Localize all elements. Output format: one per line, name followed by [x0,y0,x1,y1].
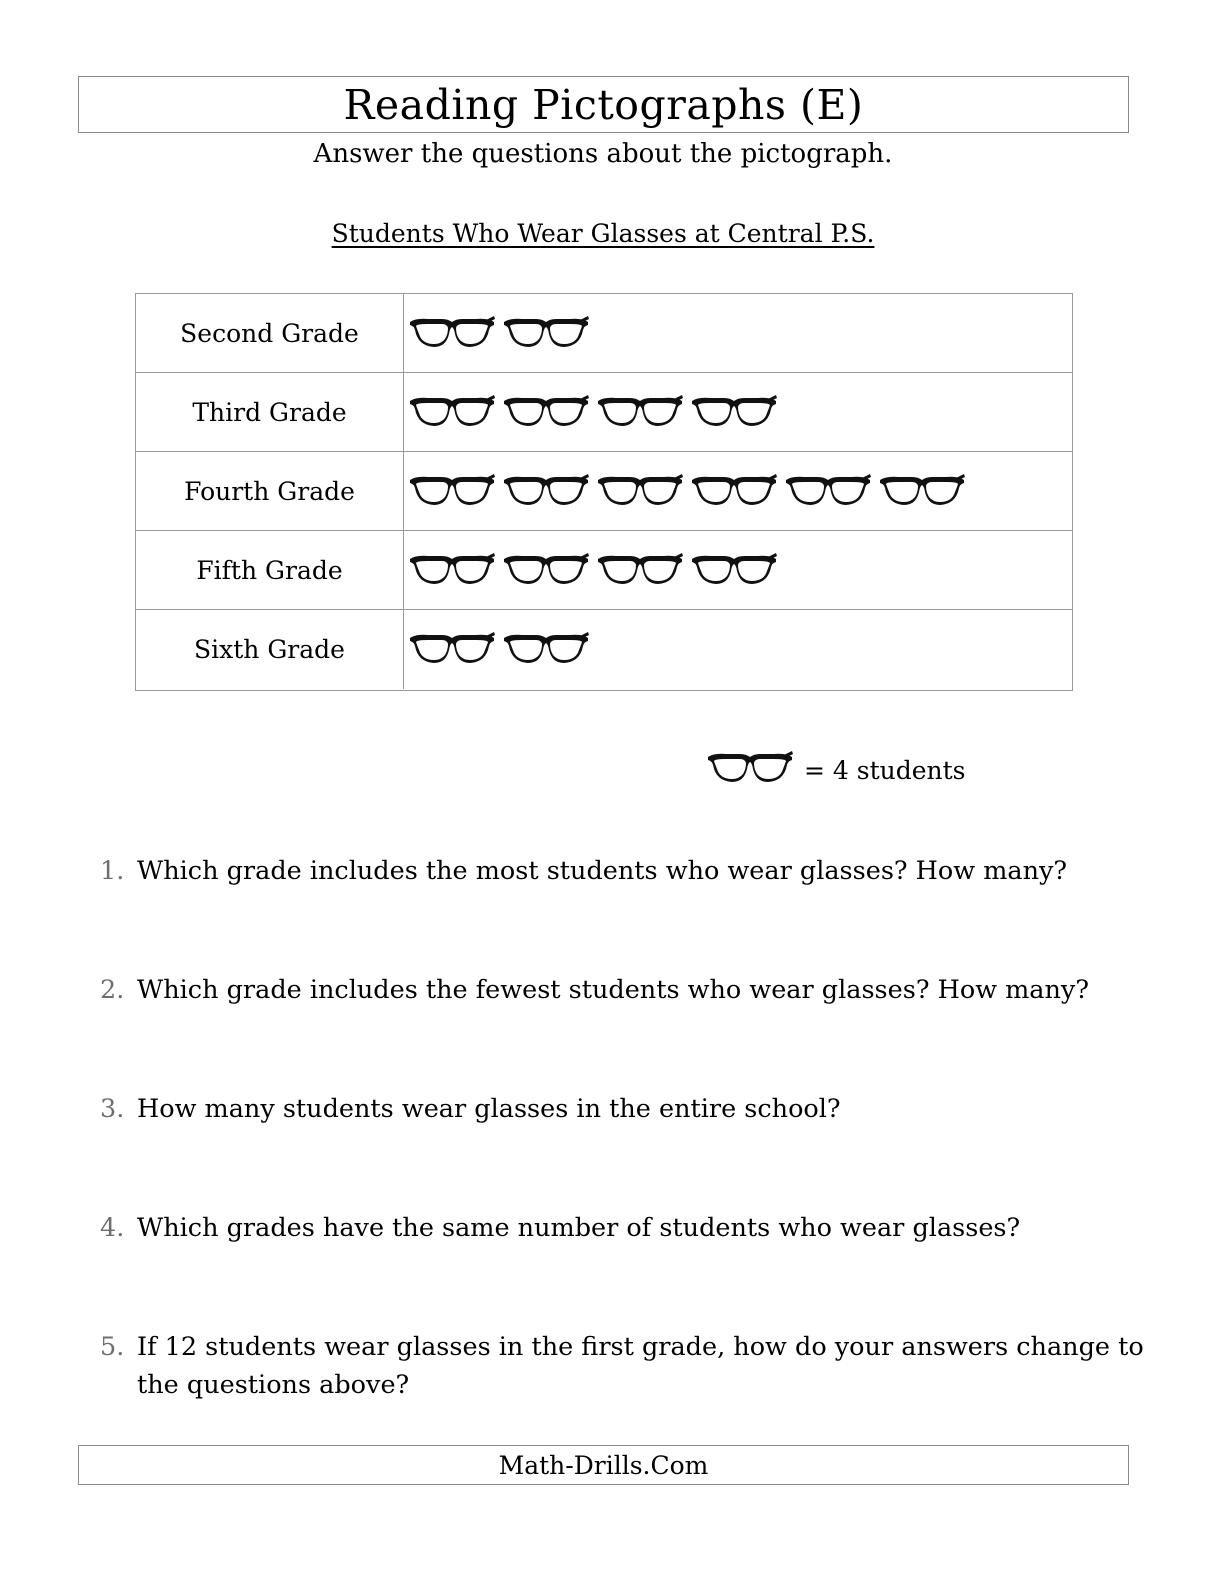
question-text: Which grade includes the most students who wear glasses? How many? [137,856,1068,886]
glasses-icon [408,395,496,429]
glasses-icon [408,553,496,587]
glasses-icon [502,316,590,350]
question-text: Which grade includes the fewest students who wear glasses? How many? [137,975,1090,1005]
question-number: 2. [100,975,125,1005]
question-text: How many students wear glasses in the entire school? [137,1094,841,1124]
page-title: Reading Pictographs (E) [343,81,864,129]
glasses-icon [502,395,590,429]
instructions: Answer the questions about the pictograph. [313,139,893,169]
glasses-icon [502,553,590,587]
glasses-icon [784,474,872,508]
row-label: Second Grade [136,294,404,372]
pictograph-table [135,293,1073,691]
glasses-icon [878,474,966,508]
pictograph-row [136,610,1072,689]
row-label: Fifth Grade [136,531,404,609]
pictograph-row [136,452,1072,531]
glasses-icon [408,474,496,508]
pictograph-row [136,294,1072,373]
row-label: Fourth Grade [136,452,404,530]
pictograph-key [706,748,1006,792]
glasses-icon [596,474,684,508]
question-number: 1. [100,856,125,886]
row-label: Third Grade [136,373,404,451]
title-box [78,76,1129,133]
glasses-icon [408,316,496,350]
question-text: Which grades have the same number of students who wear glasses? [137,1213,1021,1243]
key-text: = 4 students [804,756,966,785]
glasses-icon [502,632,590,666]
glasses-icon [596,395,684,429]
question-number: 5. [100,1332,125,1362]
key-glasses-icon [706,751,794,785]
pictograph-row [136,373,1072,452]
glasses-icon [502,474,590,508]
pictograph-row [136,531,1072,610]
glasses-icon [690,553,778,587]
footer-text: Math-Drills.Com [498,1451,709,1480]
glasses-icon [596,553,684,587]
footer-box [78,1445,1129,1485]
question-number: 3. [100,1094,125,1124]
question-number: 4. [100,1213,125,1243]
glasses-icon [408,632,496,666]
row-label: Sixth Grade [136,610,404,689]
pictograph-title: Students Who Wear Glasses at Central P.S. [331,219,875,248]
glasses-icon [690,395,778,429]
question-text: If 12 students wear glasses in the first grade, how do your answers change to the questions above? [137,1332,1144,1400]
glasses-icon [690,474,778,508]
